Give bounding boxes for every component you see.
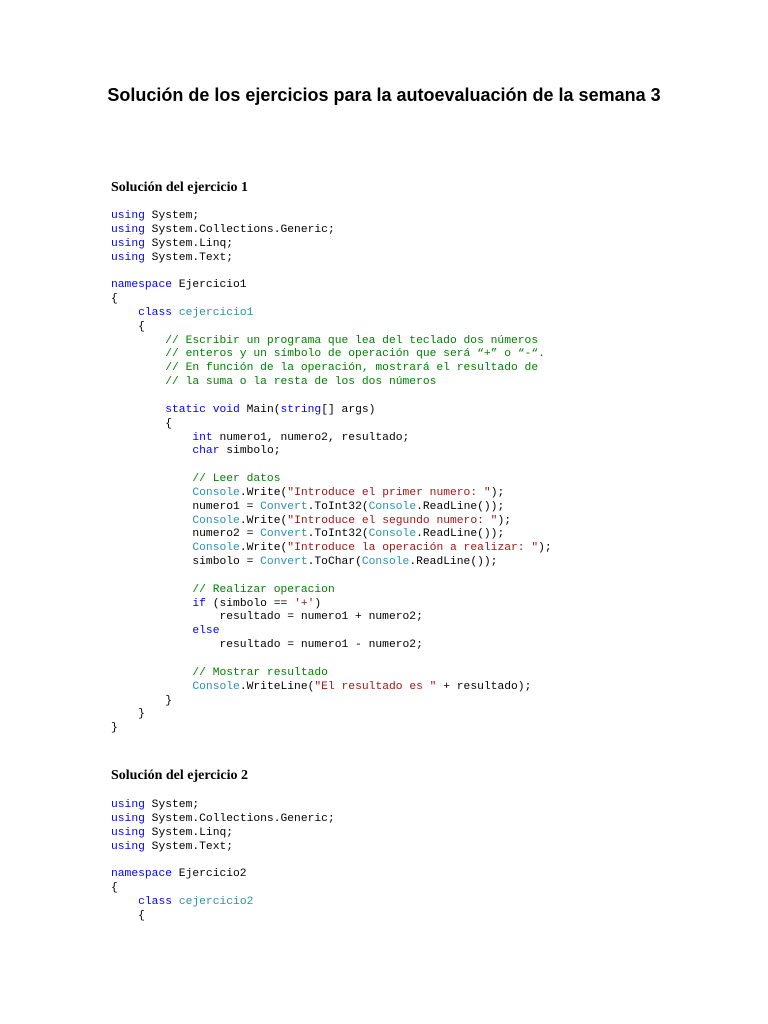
code-token-kw: string [280,403,322,416]
code-token-kw: static [165,403,206,416]
code-token-text: resultado = numero1 - numero2; [111,639,423,652]
code-line [111,418,552,432]
code-token-text: } [111,722,118,735]
code-line [111,611,552,625]
code-token-text: } [111,694,173,707]
code-token-text: { [111,320,145,333]
section-heading-2: Solución del ejercicio 2 [111,768,248,783]
code-block-2 [111,799,335,924]
code-token-type: cejercicio2 [178,895,254,908]
code-token-string: '+' [294,597,315,610]
code-line [111,528,552,542]
code-token-comment: // En función de la operación, mostrará el resultado de [165,362,539,375]
code-token-text: .Write( [239,514,288,527]
code-line [111,501,552,515]
code-line [111,252,552,266]
code-token-kw: using [111,799,145,811]
code-token-text: Main( [239,403,281,416]
code-token-text: Ejercicio1 [172,279,247,292]
code-token-kw: if [192,597,206,610]
code-token-text: .ToChar( [307,556,362,569]
code-line [111,841,335,855]
page-title: Solución de los ejercicios para la autoevaluación de la semana 3 [107,85,661,105]
code-token-comment: // Realizar operacion [192,583,335,596]
code-token-text [111,681,192,693]
code-token-text: System.Linq; [144,826,234,839]
code-line [111,515,552,529]
code-token-text: { [111,293,118,306]
code-token-type: Console [192,514,240,527]
code-token-text: simbolo = [111,556,261,569]
code-token-text: numero1 = [111,500,261,513]
code-line [111,868,335,882]
code-token-comment: // la suma o la resta de los dos números [165,376,437,389]
code-token-text [111,515,192,527]
code-token-text [172,896,179,908]
code-line [111,445,552,459]
code-line [111,882,335,896]
code-token-text [111,335,165,347]
code-token-text [111,307,138,319]
code-token-kw: using [111,826,145,839]
code-line [111,799,335,813]
code-line [111,376,552,390]
code-line [111,404,552,418]
code-line [111,695,552,709]
code-token-text: .ReadLine()); [416,528,505,541]
code-token-string: "Introduce la operación a realizar: " [287,542,539,555]
code-token-type: Console [192,486,240,499]
code-line [111,598,552,612]
code-token-text: System.Text; [144,251,234,264]
code-token-kw: using [111,840,145,853]
code-token-text [111,667,192,679]
code-line [111,335,552,349]
code-token-text: { [111,909,145,922]
code-token-kw: void [212,403,240,416]
code-token-type: Console [192,542,240,555]
code-token-text: { [111,882,118,895]
code-token-text [111,487,192,499]
code-token-text [111,348,165,360]
code-token-string: "Introduce el primer numero: " [287,486,491,499]
code-line [111,307,552,321]
code-token-text: simbolo; [219,445,281,458]
code-token-type: Console [368,528,417,541]
code-token-text: System.Collections.Generic; [144,223,335,236]
code-token-text: ); [497,514,512,527]
code-token-text [111,404,165,416]
code-line [111,487,552,501]
code-token-text [111,625,192,637]
code-line [111,293,552,307]
code-token-text [172,307,179,319]
code-token-text: ); [538,542,552,555]
code-token-text: + resultado); [436,680,532,693]
code-token-text [111,584,192,596]
code-token-text: System; [144,799,200,811]
code-line [111,910,335,924]
code-token-comment: // enteros y un símbolo de operación que será “+” o “-“. [165,348,545,361]
code-token-type: Convert [260,556,308,569]
code-token-text [111,376,165,388]
code-token-text: numero1, numero2, resultado; [212,431,410,444]
code-token-text: System.Collections.Generic; [144,812,335,825]
code-token-comment: // Mostrar resultado [192,666,328,679]
code-token-text [206,404,213,416]
code-token-text [111,896,138,908]
code-token-text: .Write( [239,542,288,555]
code-line [111,667,552,681]
code-token-text: ) [314,597,322,610]
code-token-text: .WriteLine( [239,680,315,693]
code-token-text: Ejercicio2 [172,868,247,881]
code-token-text: System; [144,210,200,222]
code-token-text: .Write( [239,486,288,499]
code-token-type: Convert [260,528,308,541]
code-token-string: "El resultado es " [314,680,437,693]
code-line [111,653,552,667]
code-token-kw: using [111,251,145,264]
code-line [111,625,552,639]
code-line [111,570,552,584]
code-token-text [111,362,165,374]
code-line [111,265,552,279]
code-token-kw: using [111,812,145,825]
code-line [111,854,335,868]
code-token-text: .ReadLine()); [409,556,498,569]
code-token-text [111,473,192,485]
code-line [111,639,552,653]
code-line [111,827,335,841]
code-line [111,362,552,376]
code-token-type: Console [361,556,410,569]
code-line [111,542,552,556]
code-token-kw: class [138,895,173,908]
section-heading-1: Solución del ejercicio 1 [111,180,248,195]
code-line [111,224,552,238]
code-token-text: .ReadLine()); [416,500,505,513]
code-token-text: } [111,708,145,721]
code-line [111,708,552,722]
code-line [111,681,552,695]
code-token-text: numero2 = [111,528,261,541]
code-token-text: System.Text; [144,840,234,853]
code-token-type: cejercicio1 [178,306,254,319]
code-token-text: [] args) [321,403,376,416]
code-line [111,813,335,827]
code-token-kw: using [111,210,145,222]
code-line [111,473,552,487]
code-token-string: "Introduce el segundo numero: " [287,514,498,527]
code-token-type: Convert [260,500,308,513]
code-line [111,210,552,224]
code-line [111,279,552,293]
code-token-text [111,598,192,610]
code-line [111,896,335,910]
code-token-text [111,432,192,444]
code-token-kw: using [111,237,145,250]
code-token-kw: namespace [111,868,173,881]
code-token-text: ); [490,486,505,499]
code-token-kw: char [192,445,220,458]
code-token-type: Console [368,500,417,513]
code-line [111,459,552,473]
code-token-kw: class [138,306,173,319]
code-token-text [111,542,192,554]
code-token-text: (simbolo == [205,597,295,610]
code-line [111,584,552,598]
code-line [111,238,552,252]
code-token-text: resultado = numero1 + numero2; [111,611,423,624]
code-token-text [111,445,192,457]
code-token-kw: int [192,431,213,444]
code-token-kw: namespace [111,279,173,292]
code-token-kw: using [111,223,145,236]
code-line [111,432,552,446]
code-line [111,556,552,570]
code-line [111,722,552,736]
code-line [111,390,552,404]
code-token-type: Console [192,680,240,693]
code-token-comment: // Escribir un programa que lea del teclado dos números [165,334,539,347]
code-token-text: { [111,417,173,430]
code-token-text: System.Linq; [144,237,234,250]
code-line [111,321,552,335]
code-line [111,348,552,362]
code-token-text: .ToInt32( [307,528,369,541]
code-block-1 [111,210,552,736]
code-token-text: .ToInt32( [307,500,369,513]
code-token-kw: else [192,625,220,638]
code-token-comment: // Leer datos [192,473,281,486]
